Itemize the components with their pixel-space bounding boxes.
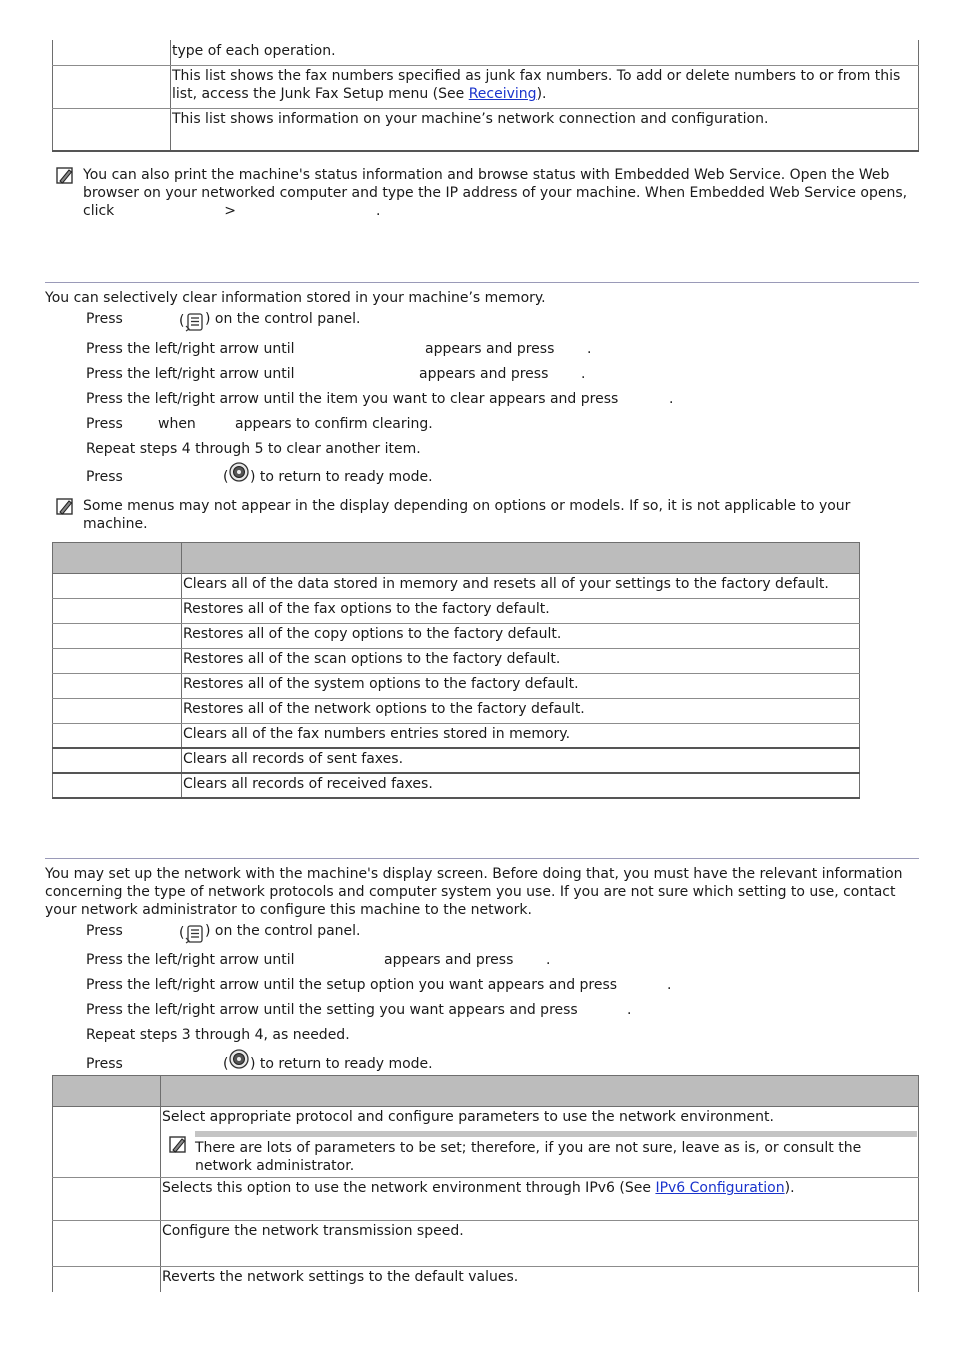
table-row: Restores all of the network options to the factory default.: [183, 701, 585, 717]
network-step-3-end: .: [667, 977, 672, 993]
network-row1-note: There are lots of parameters to be set; therefore, if you are not sure, leave as is, or consult the network administrator.: [195, 1140, 862, 1174]
paren: (: [223, 1056, 229, 1072]
network-step-6-post: ) to return to ready mode.: [250, 1056, 433, 1072]
network-step-1-post: ) on the control panel.: [205, 923, 361, 939]
network-step-5: Repeat steps 3 through 4, as needed.: [86, 1027, 350, 1043]
clear-step-1: Press: [86, 311, 123, 327]
note-icon: [56, 167, 74, 185]
stop-clear-button-icon: [229, 462, 249, 482]
network-intro: You may set up the network with the machine's display screen. Before doing that, you must have the relevant information concerning the type of network protocols and computer system you use. If you are not sure which setting to use, contact your network administrator to configure this machine to the network.: [45, 866, 903, 918]
network-step-2-end: .: [546, 952, 551, 968]
paren: (: [179, 925, 185, 941]
inline-note-bar: [195, 1131, 917, 1137]
clear-step-5-mid: when: [158, 416, 196, 432]
network-step-1: Press: [86, 923, 123, 939]
paren: (: [179, 313, 185, 329]
network-row4-desc: Reverts the network settings to the default values.: [162, 1269, 519, 1285]
clear-step-3-end: .: [581, 366, 586, 382]
table-row: Restores all of the scan options to the factory default.: [183, 651, 561, 667]
table-row: Clears all records of sent faxes.: [183, 751, 404, 767]
clear-intro: You can selectively clear information stored in your machine’s memory.: [45, 290, 546, 306]
top-row1-desc: type of each operation.: [172, 43, 336, 59]
clear-step-2-end: .: [587, 341, 592, 357]
clear-step-6: Repeat steps 4 through 5 to clear another item.: [86, 441, 421, 457]
network-step-2-mid: appears and press: [384, 952, 514, 968]
clear-step-3-mid: appears and press: [419, 366, 549, 382]
clear-step-4-end: .: [669, 391, 674, 407]
note-embedded-web-service: You can also print the machine's status information and browse status with Embedded Web Service. Open the Web browser on your networked computer and type the IP address of your machine. When Embedded Web Service opens, click > .: [83, 167, 908, 219]
table-row: Clears all records of received faxes.: [183, 776, 433, 792]
table-row: Clears all of the data stored in memory and resets all of your settings to the factory default.: [183, 576, 829, 592]
network-step-6: Press: [86, 1056, 123, 1072]
clear-step-4: Press the left/right arrow until the item you want to clear appears and press: [86, 391, 619, 407]
receiving-link[interactable]: Receiving: [468, 86, 537, 102]
clear-step-7: Press: [86, 469, 123, 485]
stop-clear-button-icon: [229, 1049, 249, 1069]
table-row: Clears all of the fax numbers entries stored in memory.: [183, 726, 571, 742]
menu-button-icon: [185, 312, 205, 332]
section-divider: [45, 858, 919, 859]
top-row2-desc: This list shows the fax numbers specified as junk fax numbers. To add or delete numbers to or from this list, access the Junk Fax Setup menu (See Receiving).: [172, 68, 901, 102]
network-step-3: Press the left/right arrow until the setup option you want appears and press: [86, 977, 618, 993]
network-step-4: Press the left/right arrow until the setting you want appears and press: [86, 1002, 578, 1018]
table-header: [52, 542, 860, 574]
clear-step-2: Press the left/right arrow until: [86, 341, 295, 357]
ipv6-configuration-link[interactable]: IPv6 Configuration: [655, 1180, 785, 1196]
clear-step-7-post: ) to return to ready mode.: [250, 469, 433, 485]
note-icon: [169, 1136, 187, 1154]
table-row: Restores all of the fax options to the factory default.: [183, 601, 550, 617]
network-row3-desc: Configure the network transmission speed.: [162, 1223, 464, 1239]
network-row2-desc: Selects this option to use the network environment through IPv6 (See IPv6 Configuration).: [162, 1180, 795, 1196]
note-icon: [56, 498, 74, 516]
clear-step-1-post: ) on the control panel.: [205, 311, 361, 327]
clear-step-3: Press the left/right arrow until: [86, 366, 295, 382]
clear-note: Some menus may not appear in the display depending on options or models. If so, it is not applicable to your machine.: [83, 498, 851, 532]
top-row3-desc: This list shows information on your machine’s network connection and configuration.: [172, 111, 769, 127]
network-row1-desc: Select appropriate protocol and configure parameters to use the network environment.: [162, 1109, 774, 1125]
menu-button-icon: [185, 924, 205, 944]
table-header: [52, 1075, 919, 1107]
clear-step-5-post: appears to confirm clearing.: [235, 416, 433, 432]
table-row: Restores all of the system options to the factory default.: [183, 676, 579, 692]
clear-step-5: Press: [86, 416, 123, 432]
clear-step-2-mid: appears and press: [425, 341, 555, 357]
network-step-2: Press the left/right arrow until: [86, 952, 295, 968]
paren: (: [223, 469, 229, 485]
network-step-4-end: .: [627, 1002, 632, 1018]
table-row: Restores all of the copy options to the factory default.: [183, 626, 562, 642]
section-divider: [45, 282, 919, 283]
